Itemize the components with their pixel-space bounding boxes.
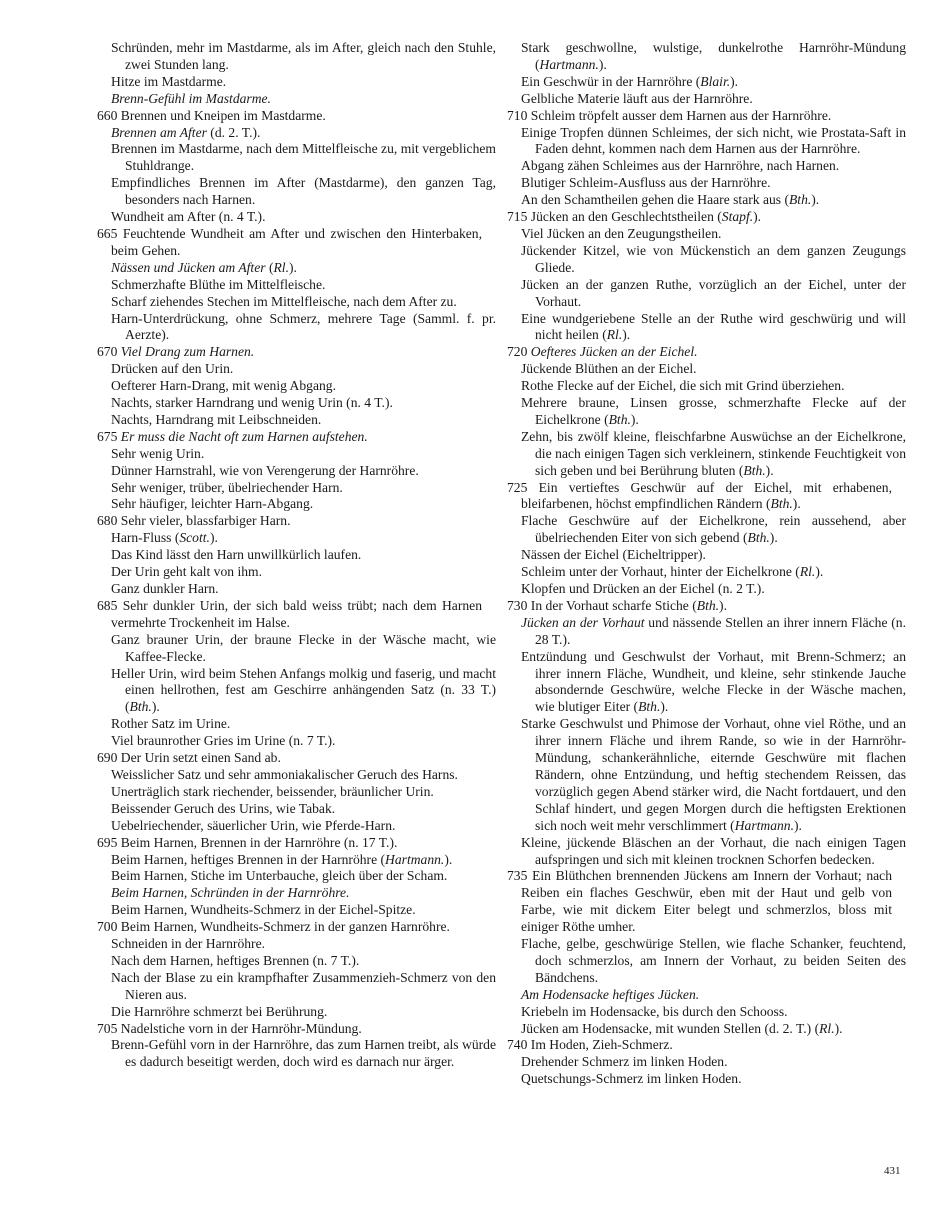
entry-text: Ein vertieftes Geschwür auf der Eichel, mit erhabenen, bleifarbenen, höchst empfindlichen Rändern ( (521, 479, 892, 512)
entry-text-italic: Rl. (273, 259, 289, 275)
entry-text: ). (209, 530, 218, 546)
symptom-entry (521, 649, 906, 717)
symptom-entry (111, 801, 496, 818)
entry-text: Flache, gelbe, geschwürige Stellen, wie flache Schanker, feuchtend, doch schmerzlos, am Innern der Vorhaut, zu beiden Seiten des Bändchens. (521, 936, 906, 985)
entry-text: Im Hoden, Zieh-Schmerz. (530, 1037, 673, 1053)
entry-text: ). (288, 259, 297, 275)
entry-text: Mehrere braune, Linsen grosse, schmerzhafte Flecke auf der Eichelkrone ( (521, 395, 906, 427)
entry-text: Klopfen und Drücken an der Eichel (n. 2 T.). (521, 581, 765, 596)
symptom-entry (111, 936, 496, 953)
entry-text: Ein Geschwür in der Harnröhre ( (521, 73, 701, 89)
symptom-entry (111, 496, 496, 513)
symptom-entry (521, 226, 906, 243)
entry-text: Nachts, Harndrang mit Leibschneiden. (111, 411, 322, 427)
entry-text-italic: Viel Drang zum Harnen. (120, 344, 255, 360)
entry-text-italic: Rl. (799, 564, 816, 580)
entry-text: Schmerzhafte Blüthe im Mittelfleische. (111, 276, 326, 292)
entry-text: ). (753, 209, 762, 225)
entry-text: Beim Harnen, Wundheits-Schmerz in der Eichel-Spitze. (111, 902, 416, 918)
entry-text: Dünner Harnstrahl, wie von Verengerung der Harnröhre. (111, 462, 419, 478)
symptom-entry (521, 74, 906, 91)
symptom-entry (111, 74, 496, 91)
entry-text: Einige Tropfen dünnen Schleimes, der sich nicht, wie Prostata-Saft in Faden dehnt, kommen nach dem Harnen aus der Harnröhre. (521, 124, 906, 157)
entry-number: 725 (507, 479, 539, 495)
entry-text: Hitze im Mastdarme. (111, 73, 227, 89)
symptom-entry (111, 378, 496, 395)
entry-text: Das Kind lässt den Harn unwillkürlich laufen. (111, 547, 362, 563)
entry-text: Feuchtende Wundheit am After und zwischen den Hinterbaken, beim Gehen. (111, 225, 483, 258)
symptom-entry (111, 564, 496, 581)
symptom-entry (507, 344, 892, 361)
entry-text-italic: Er muss die Nacht oft zum Harnen aufstehen. (120, 428, 368, 444)
entry-text: Weisslicher Satz und sehr ammoniakalischer Geruch des Harns. (111, 766, 458, 782)
symptom-entry (97, 108, 482, 125)
entry-text: ). (598, 56, 607, 72)
entry-text: ). (151, 699, 160, 715)
entry-text: An den Schamtheilen gehen die Haare stark aus ( (521, 192, 789, 208)
symptom-entry (111, 970, 496, 1004)
symptom-entry (111, 530, 496, 547)
symptom-entry (521, 175, 906, 192)
symptom-entry (97, 1021, 482, 1038)
entry-text-italic: Bth. (789, 192, 812, 208)
entry-text: Brennen und Kneipen im Mastdarme. (120, 107, 326, 123)
symptom-entry (521, 158, 906, 175)
entry-text: ). (815, 564, 824, 580)
entry-text: ( (265, 259, 274, 275)
symptom-entry (111, 277, 496, 294)
entry-text: Sehr vieler, blassfarbiger Harn. (120, 513, 291, 529)
entry-text-italic: Bth. (747, 530, 770, 546)
entry-text: Jückende Blüthen an der Eichel. (521, 361, 697, 377)
entry-number: 680 (97, 513, 121, 529)
symptom-entry (111, 260, 496, 277)
symptom-entry (521, 40, 906, 74)
entry-text: Ein Blüthchen brennenden Jückens am Innern der Vorhaut; nach Reiben ein flaches Geschwür, eben mit der Haut und gelb von Farbe, wie mit dickem Eiter belegt und schmerzlos, bloss mit einiger Röthe umher. (521, 868, 892, 935)
entry-number: 710 (507, 107, 531, 123)
symptom-entry (111, 361, 496, 378)
entry-text: Schründen, mehr im Mastdarme, als im After, gleich nach den Stuhle, zwei Stunden lang. (111, 40, 496, 72)
symptom-entry (111, 311, 496, 345)
entry-text: ). (769, 530, 778, 546)
entry-number: 660 (97, 107, 121, 123)
entry-text: Beim Harnen, Wundheits-Schmerz in der ganzen Harnröhre. (120, 919, 450, 935)
symptom-entry (111, 953, 496, 970)
symptom-entry (111, 91, 496, 108)
entry-text: Beim Harnen, Stiche im Unterbauche, gleich über der Scham. (111, 868, 448, 884)
entry-text-italic: Stapf. (721, 209, 754, 225)
entry-text: ). (622, 327, 631, 343)
symptom-entry (111, 480, 496, 497)
entry-text: Abgang zähen Schleimes aus der Harnröhre, nach Harnen. (521, 158, 840, 174)
left-text-column (97, 40, 496, 1071)
symptom-entry (111, 784, 496, 801)
entry-number: 685 (97, 597, 123, 613)
entry-text-italic: Oefteres Jücken an der Eichel. (530, 344, 698, 360)
entry-text: Nässen der Eichel (Eicheltripper). (521, 547, 706, 563)
symptom-entry (507, 209, 892, 226)
symptom-entry (97, 344, 482, 361)
symptom-entry (111, 412, 496, 429)
entry-text: Oefterer Harn-Drang, mit wenig Abgang. (111, 378, 336, 394)
entry-text: In der Vorhaut scharfe Stiche ( (530, 597, 697, 613)
symptom-entry (111, 395, 496, 412)
symptom-entry (111, 902, 496, 919)
symptom-entry (97, 598, 482, 632)
entry-text: Gelbliche Materie läuft aus der Harnröhre. (521, 90, 753, 106)
entry-text-italic: Hartmann. (734, 817, 794, 833)
entry-text-italic: Nässen und Jücken am After (111, 259, 266, 275)
page-number: 431 (884, 1165, 901, 1177)
entry-text-italic: Brennen am After (111, 124, 207, 140)
symptom-entry (521, 1054, 906, 1071)
entry-text: Sehr wenig Urin. (111, 445, 205, 461)
entry-text: ). (811, 192, 820, 208)
symptom-entry (111, 1037, 496, 1071)
symptom-entry (111, 581, 496, 598)
entry-number: 740 (507, 1037, 531, 1053)
symptom-entry (111, 209, 496, 226)
entry-text: ). (834, 1020, 843, 1036)
entry-text-italic: Rl. (819, 1020, 835, 1036)
entry-text: Nach der Blase zu ein krampfhafter Zusammenzieh-Schmerz von den Nieren aus. (111, 969, 496, 1002)
symptom-entry (521, 716, 906, 834)
symptom-entry (111, 885, 496, 902)
entry-text-italic: Brenn-Gefühl im Mastdarme. (111, 90, 271, 106)
entry-text: Unerträglich stark riechender, beissender, bräunlicher Urin. (111, 783, 434, 799)
entry-text: Schleim unter der Vorhaut, hinter der Eichelkrone ( (521, 564, 800, 580)
symptom-entry (521, 125, 906, 159)
entry-text: Viel Jücken an den Zeugungstheilen. (521, 225, 722, 241)
entry-text: Brennen im Mastdarme, nach dem Mittelfleische zu, mit vergeblichem Stuhldrange. (111, 141, 496, 174)
entry-text-italic: Bth. (608, 411, 631, 427)
entry-text: ). (792, 496, 801, 512)
entry-text-italic: Rl. (606, 327, 623, 343)
symptom-entry (111, 463, 496, 480)
entry-text: Harn-Fluss ( (111, 530, 180, 546)
entry-text: Die Harnröhre schmerzt bei Berührung. (111, 1003, 328, 1019)
entry-text: Starke Geschwulst und Phimose der Vorhaut, ohne viel Röthe, und an ihrer innern Fläche und ihrem Rande, so wie in der Harnröhr-Mündung, schankerähnliche, eiternde Geschwüre mit flachen Rändern, ohne Entzündung, und heftig stechendem Reissen, das vorzüglich gegen Abend stärker wird, die Nacht fortdauert, und den Schlaf hindert, und gegen Morgen durch die heftigsten Erektionen sich noch weit mehr verschlimmert ( (521, 716, 906, 833)
symptom-entry (507, 108, 892, 125)
entry-number: 735 (507, 868, 533, 884)
symptom-entry (521, 1021, 906, 1038)
entry-text: Jückender Kitzel, wie von Mückenstich an dem ganzen Zeugungs Gliede. (521, 242, 906, 275)
entry-text: und nässende Stellen an ihrer innern Fläche (n. 28 T.). (535, 614, 906, 647)
entry-text-italic: Blair. (700, 73, 731, 89)
symptom-entry (521, 429, 906, 480)
symptom-entry (521, 1004, 906, 1021)
entry-text-italic: Hartmann. (539, 56, 599, 72)
entry-text: Viel braunrother Gries im Urine (n. 7 T.). (111, 733, 336, 749)
entry-text: ). (444, 851, 453, 867)
symptom-entry (507, 598, 892, 615)
symptom-entry (97, 513, 482, 530)
entry-text: Brenn-Gefühl vorn in der Harnröhre, das zum Harnen treibt, als würde es dadurch beseitigt werden, doch wird es darnach nur ärger. (111, 1037, 496, 1070)
entry-text: Sehr weniger, trüber, übelriechender Harn. (111, 479, 343, 495)
entry-number: 675 (97, 428, 121, 444)
entry-text: Empfindliches Brennen im After (Mastdarme), den ganzen Tag, besonders nach Harnen. (111, 175, 496, 208)
entry-text: Ganz brauner Urin, der braune Flecke in der Wäsche macht, wie Kaffee-Flecke. (111, 631, 496, 664)
entry-number: 665 (97, 225, 123, 241)
entry-text-italic: Bth. (770, 496, 793, 512)
symptom-entry (521, 936, 906, 987)
entry-number: 720 (507, 344, 531, 360)
symptom-entry (521, 395, 906, 429)
entry-text: Jücken an der ganzen Ruthe, vorzüglich an der Eichel, unter der Vorhaut. (521, 276, 906, 309)
entry-text: Eine wundgeriebene Stelle an der Ruthe wird geschwürig und will nicht heilen ( (521, 310, 906, 343)
entry-text-italic: Jücken an der Vorhaut (521, 614, 645, 630)
entry-text-italic: Beim Harnen, Schründen in der Harnröhre. (111, 885, 350, 901)
symptom-entry (97, 750, 482, 767)
symptom-entry (111, 446, 496, 463)
symptom-entry (521, 192, 906, 209)
symptom-entry (521, 378, 906, 395)
entry-text: Beim Harnen, Brennen in der Harnröhre (n. 17 T.). (120, 834, 398, 850)
symptom-entry (111, 1004, 496, 1021)
entry-text: Rother Satz im Urine. (111, 716, 231, 732)
symptom-entry (521, 513, 906, 547)
entry-text: Stark geschwollne, wulstige, dunkelrothe Harnröhr-Mündung ( (521, 40, 906, 72)
entry-text-italic: Bth. (129, 699, 152, 715)
symptom-entry (111, 716, 496, 733)
entry-text: Blutiger Schleim-Ausfluss aus der Harnröhre. (521, 175, 771, 191)
entry-number: 690 (97, 750, 121, 766)
symptom-entry (111, 547, 496, 564)
entry-text-italic: Bth. (743, 462, 766, 478)
entry-number: 705 (97, 1020, 121, 1036)
entry-text: Wundheit am After (n. 4 T.). (111, 209, 266, 225)
symptom-entry (521, 361, 906, 378)
symptom-entry (111, 868, 496, 885)
entry-text: Sehr häufiger, leichter Harn-Abgang. (111, 496, 314, 512)
symptom-entry (507, 868, 892, 936)
entry-text: Schleim tröpfelt ausser dem Harnen aus der Harnröhre. (530, 107, 832, 123)
entry-text: Drehender Schmerz im linken Hoden. (521, 1054, 728, 1070)
symptom-entry (111, 141, 496, 175)
entry-text: Der Urin geht kalt von ihm. (111, 564, 263, 580)
entry-text: ). (630, 411, 639, 427)
symptom-entry (97, 429, 482, 446)
entry-text: Kleine, jückende Bläschen an der Vorhaut, die nach einigen Tagen aufspringen und sich mit kleinen trocknen Schorfen bedecken. (521, 834, 906, 867)
entry-number: 700 (97, 919, 121, 935)
symptom-entry (111, 632, 496, 666)
entry-text: ). (660, 699, 669, 715)
entry-number: 715 (507, 209, 531, 225)
symptom-entry (521, 311, 906, 345)
entry-text: Beissender Geruch des Urins, wie Tabak. (111, 800, 336, 816)
entry-text: Flache Geschwüre auf der Eichelkrone, rein aussehend, aber übelriechenden Eiter von sich gebend ( (521, 513, 906, 546)
entry-text: Beim Harnen, heftiges Brennen in der Harnröhre ( (111, 851, 386, 867)
symptom-entry (507, 480, 892, 514)
entry-text: Nadelstiche vorn in der Harnröhr-Mündung. (120, 1020, 362, 1036)
symptom-entry (111, 125, 496, 142)
symptom-entry (111, 818, 496, 835)
symptom-entry (521, 243, 906, 277)
symptom-entry (521, 277, 906, 311)
symptom-entry (111, 294, 496, 311)
entry-text: Rothe Flecke auf der Eichel, die sich mit Grind überziehen. (521, 378, 845, 394)
entry-text-italic: Bth. (638, 699, 661, 715)
entry-text: ). (794, 817, 802, 833)
entry-text-italic: Scott. (179, 530, 210, 546)
entry-text: Jücken am Hodensacke, mit wunden Stellen (d. 2. T.) ( (521, 1020, 820, 1036)
entry-text: Nachts, starker Harndrang und wenig Urin (n. 4 T.). (111, 395, 393, 411)
entry-number: 695 (97, 834, 121, 850)
symptom-entry (111, 175, 496, 209)
symptom-entry (521, 835, 906, 869)
entry-text: Kriebeln im Hodensacke, bis durch den Schooss. (521, 1003, 788, 1019)
entry-text: Heller Urin, wird beim Stehen Anfangs molkig und faserig, und macht einen hellrothen, fest am Geschirre anhängenden Satz (n. 33 T.) ( (111, 665, 496, 715)
entry-text: Sehr dunkler Urin, der sich bald weiss trübt; nach dem Harnen vermehrte Trockenheit im Halse. (111, 597, 482, 630)
symptom-entry (507, 1037, 892, 1054)
entry-text: Schneiden in der Harnröhre. (111, 936, 266, 952)
entry-text: Jücken an den Geschlechtstheilen ( (530, 209, 722, 225)
entry-text: Ganz dunkler Harn. (111, 581, 219, 596)
entry-text: Harn-Unterdrückung, ohne Schmerz, mehrere Tage (Samml. f. pr. Aerzte). (111, 310, 496, 343)
symptom-entry (521, 564, 906, 581)
symptom-entry (111, 852, 496, 869)
entry-text: Drücken auf den Urin. (111, 361, 234, 377)
symptom-entry (97, 919, 482, 936)
entry-text: ). (730, 73, 739, 89)
entry-number: 730 (507, 597, 531, 613)
symptom-entry (111, 767, 496, 784)
entry-text: Nach dem Harnen, heftiges Brennen (n. 7 T.). (111, 952, 360, 968)
symptom-entry (111, 666, 496, 717)
entry-text: Der Urin setzt einen Sand ab. (120, 750, 281, 766)
entry-text: ). (719, 597, 727, 613)
symptom-entry (521, 987, 906, 1004)
symptom-entry (111, 733, 496, 750)
symptom-entry (521, 581, 906, 598)
entry-text: Uebelriechender, säuerlicher Urin, wie Pferde-Harn. (111, 817, 396, 833)
symptom-entry (521, 547, 906, 564)
entry-text-italic: Bth. (696, 597, 720, 613)
entry-text: Entzündung und Geschwulst der Vorhaut, mit Brenn-Schmerz; an ihrer innern Fläche, Wundheit, und kleine, sehr stinkende Jauche absondernde Geschwüre, welche Flecke in der Wäsche machen, wie blutiger Eiter ( (521, 648, 906, 715)
symptom-entry (521, 1071, 906, 1088)
entry-text: ). (765, 462, 774, 478)
symptom-entry (97, 835, 482, 852)
symptom-entry (111, 40, 496, 74)
right-text-column (507, 40, 906, 1088)
symptom-entry (97, 226, 482, 260)
entry-number: 670 (97, 344, 121, 360)
entry-text-italic: Am Hodensacke heftiges Jücken. (521, 986, 700, 1002)
symptom-entry (521, 91, 906, 108)
entry-text: (d. 2. T.). (206, 124, 261, 140)
entry-text-italic: Hartmann. (385, 851, 445, 867)
symptom-entry (521, 615, 906, 649)
entry-text: Zehn, bis zwölf kleine, fleischfarbne Auswüchse an der Eichelkrone, die nach einigen Tagen sich verkleinern, stinkende Feuchtigkeit von sich geben und bei Berührung bluten ( (521, 428, 906, 478)
entry-text: Scharf ziehendes Stechen im Mittelfleische, nach dem After zu. (111, 293, 457, 309)
entry-text: Quetschungs-Schmerz im linken Hoden. (521, 1071, 742, 1087)
